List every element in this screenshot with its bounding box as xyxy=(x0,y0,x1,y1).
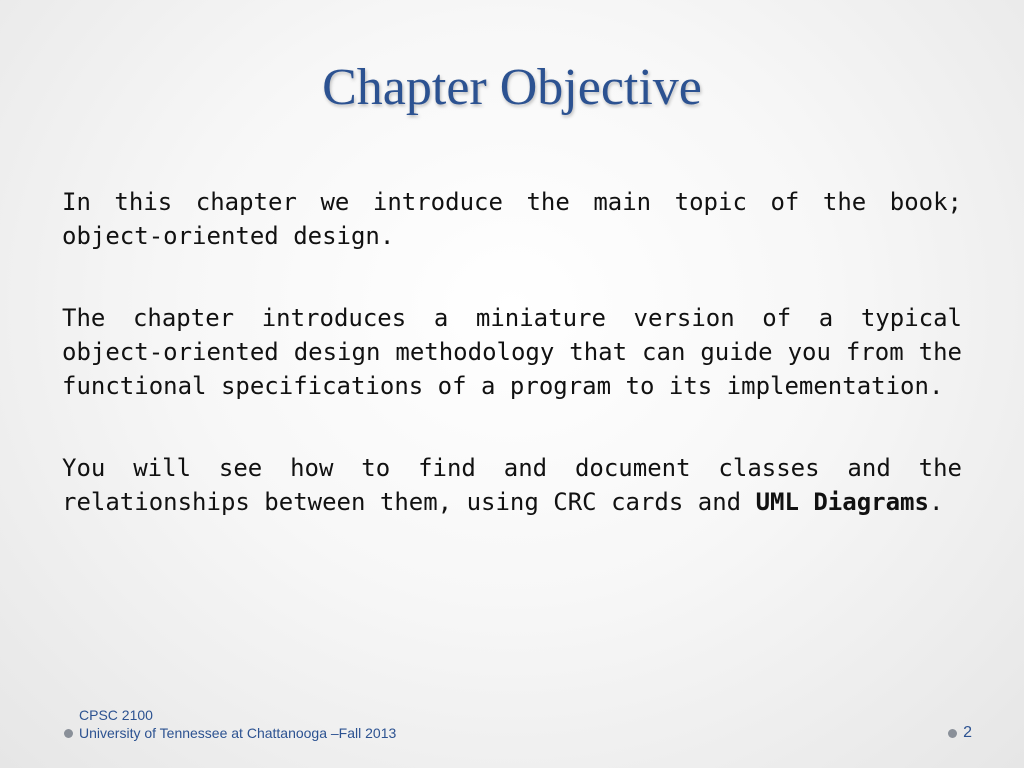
slide-footer xyxy=(64,706,396,742)
footer-course: CPSC 2100 xyxy=(79,707,153,723)
slide-body xyxy=(62,185,962,567)
paragraph-intro: In this chapter we introduce the main topic of the book; object-oriented design. xyxy=(62,188,962,250)
paragraph-classes-end: . xyxy=(928,488,944,516)
paragraph-methodology: The chapter introduces a miniature version of a typical object-oriented design methodology that can guide you from the functional specifications of a program to its implementation. xyxy=(62,304,962,400)
bullet-icon xyxy=(948,729,957,738)
paragraph-classes xyxy=(62,451,962,519)
footer-institution: University of Tennessee at Chattanooga –Fall 2013 xyxy=(79,725,397,741)
page-number-row xyxy=(948,724,972,742)
footer-institution-row xyxy=(64,724,396,742)
slide-title: Chapter Objective xyxy=(322,59,702,116)
paragraph-classes-text: You will see how to find and document classes and the relationships between them, using CRC cards and xyxy=(62,454,962,516)
bullet-icon xyxy=(64,729,73,738)
uml-diagrams-emphasis: UML Diagrams xyxy=(755,488,929,516)
page-number: 2 xyxy=(963,724,972,741)
